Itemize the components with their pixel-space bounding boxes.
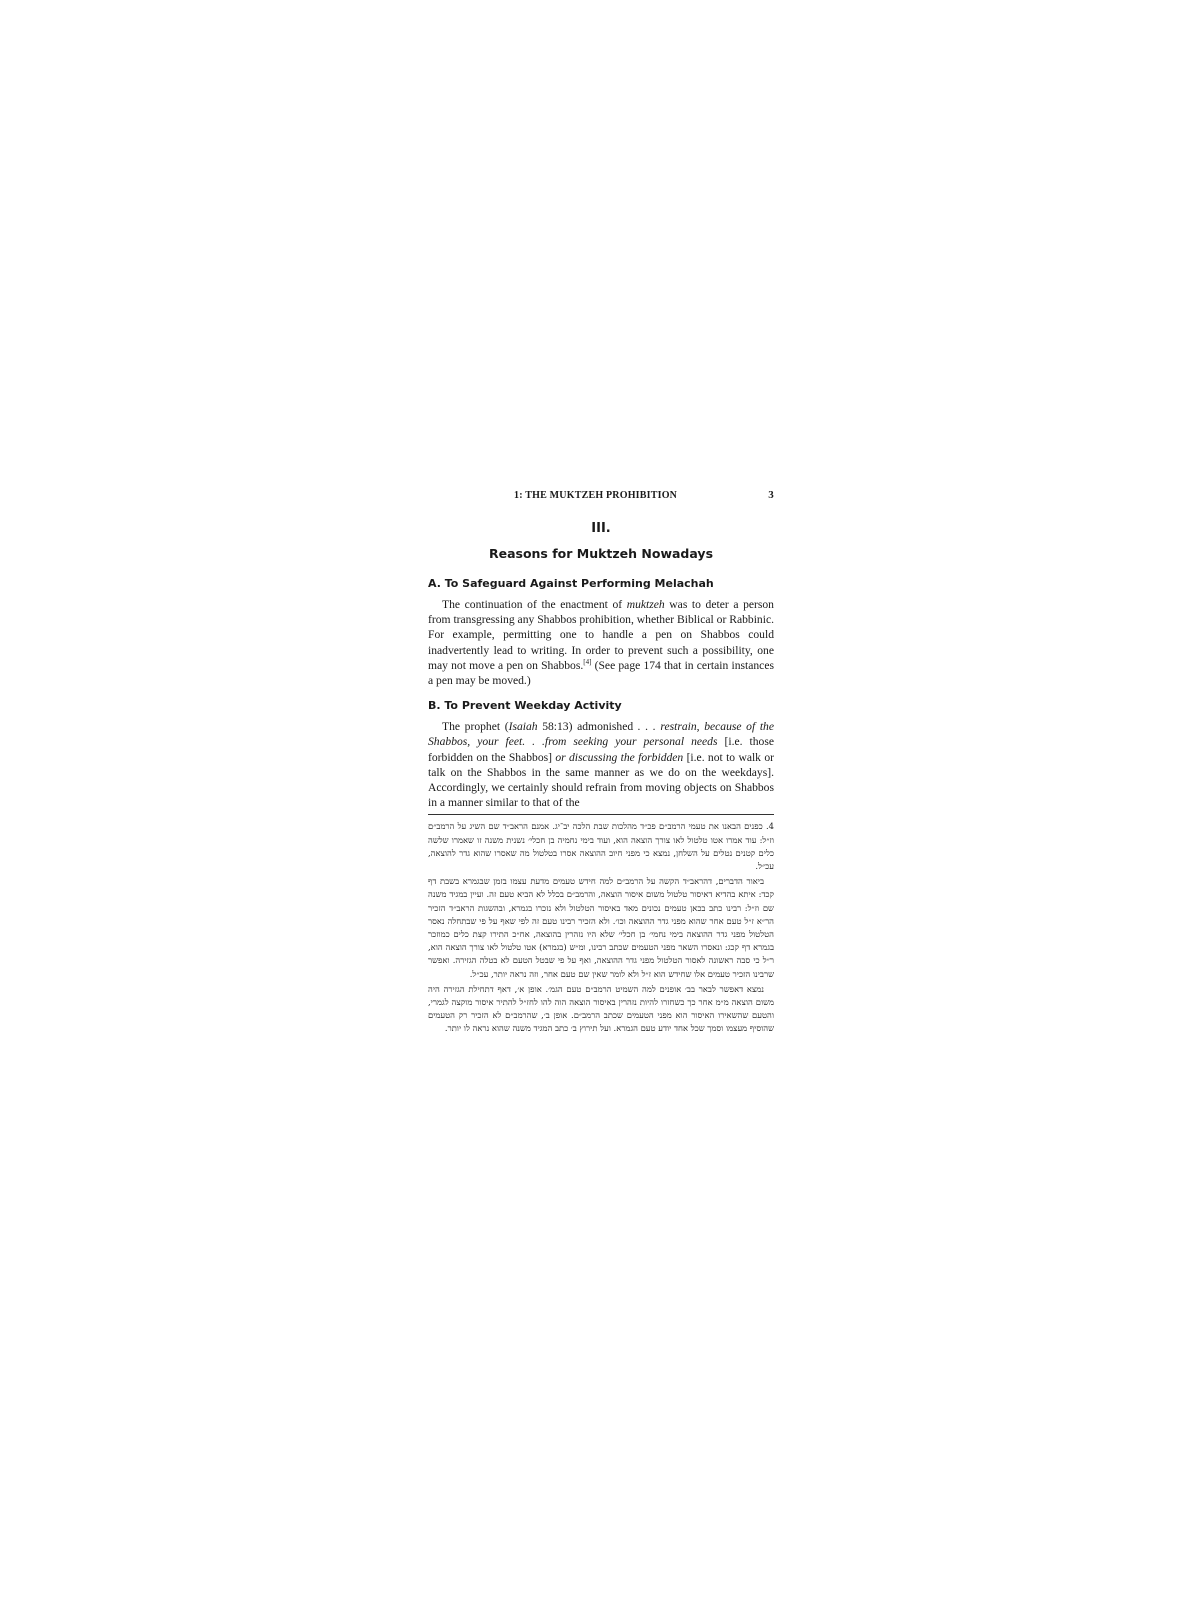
subheading-a: A. To Safeguard Against Performing Melachah: [428, 577, 714, 590]
source-citation: Isaiah: [508, 720, 538, 734]
paragraph-b: The prophet (Isaiah 58:13) admonished . . . restrain, because of the Shabbos, your feet. . .from seeking your personal needs [i.e. those forbidden on the Shabbos] or discussing the forbidden [i.e. not to walk or talk on the Shabbos in the same manner as we do on the weekdays]. Accordingly, we certainly should refrain from moving objects on Shabbos in a manner similar to that of the: [428, 720, 774, 810]
subheading-b: B. To Prevent Weekday Activity: [428, 699, 622, 713]
footnote-divider: [428, 814, 774, 815]
section-title: Reasons for Muktzeh Nowadays: [488, 546, 714, 561]
quote-1: . . . restrain, because of the Shabbos, your feet. . .from seeking your personal needs: [428, 720, 774, 749]
footnotes: [428, 820, 774, 1035]
quote-2: or discussing the forbidden: [555, 750, 684, 764]
footnote-paragraph: ביאור הדברים, דהראב״ד הקשה על הרמב״ם למה חידש טעמים מדעת עצמו בזמן שבגמרא בשבת דף קכד: איתא בהדיא דאיסור טלטול משום איסור הוצאה, והרמב״ם בכלל לא הביא טעם זה. ועיין במגיד משנה שם וז״ל: רבינו כתב בכאן טעמים נכונים מאד באיסור הטלטול ולא נזכרו בגמרא, ובהשגות הראב״ד הזכיר הר״א ז״ל טעם אחר שהוא מפני גדר ההוצאה וכו׳. ולא הזכיר רבינו טעם זה לפי שאף על פי שבתחלה נאסר הטלטול מפני גדר ההוצאה בימי נחמי׳ בן חכלי׳ שלא היו נזהרין בהוצאה, אח״כ התירו קצת כלים כמוזכר בגמרא דף קכג: ונאסרו השאר מפני הטעמים שכתב רבינו, ומ״ש (בגמרא) אטו טלטול לאו צורך הוצאה הוא, ר״ל כי סבה ראשונה לאסור הטלטול מפני גדר ההוצאה, ואף על פי שבטל הטעם לא בטלה הגזירה. ואפשר שרבינו הזכיר טעמים אלו שחידש הוא ז״ל ולא לומר שאין שם טעם אחר, וזה נראה יותר, עכ״ל.: [428, 876, 774, 979]
running-title: 1: THE MUKTZEH PROHIBITION: [514, 490, 678, 501]
footnote-ref: [4]: [583, 657, 592, 666]
footnote-paragraph: נמצא דאפשר לבאר בב׳ אופנים למה השמיט הרמב״ם טעם הגמ׳. אופן א׳, דאף דתחילת הגזירה היה משום הוצאה מ״מ אחר כך כשחזרו להיות נזהרין באיסור הוצאה הוה להו לחז״ל להתיר איסור מוקצה לגמרי, והטעם שהשאירו האיסור הוא מפני הטעמים שכתב הרמב״ם. אופן ב׳, שהרמב״ם לא הזכיר רק הטעמים שהוסיף מעצמו וסמך שכל אחד יודע טעם הגמרא. ועל תירוץ ב׳ כתב המגיד משנה שהוא נראה לו יותר.: [428, 983, 774, 1034]
running-head: [428, 488, 774, 504]
footnote-paragraph: 4. כפנים הבאנו את טעמי הרמב״ם פכ״ד מהלכות שבת הלכה יב־יג. אמנם הראב״ד שם השיג על הרמב״ם וז״ל: עוד אמרו אטו טלטול לאו צורך הוצאה הוא, ועוד בימי נחמיה בן חכלי׳ נשנית משנה זו שאמרו שלשה כלים קטנים נטלים על השלחן, נמצא כי מפני חיוב ההוצאה אסרו בטלטול מה שאסרו שהוא גדר להוצאה, עכ״ל.: [428, 821, 774, 872]
term-muktzeh: muktzeh: [626, 598, 665, 611]
page-number: 3: [768, 489, 774, 501]
book-page: [428, 488, 774, 1036]
paragraph-a: The continuation of the enactment of muktzeh was to deter a person from transgressing any Shabbos prohibition, whether Biblical or Rabbinic. For example, permitting one to handle a pen on Shabbos could inadvertently lead to writing. In order to prevent such a possibility, one may not move a pen on Shabbos.[4] (See page 174 that in certain instances a pen may be moved.): [428, 598, 774, 688]
section-number: III.: [591, 521, 611, 536]
